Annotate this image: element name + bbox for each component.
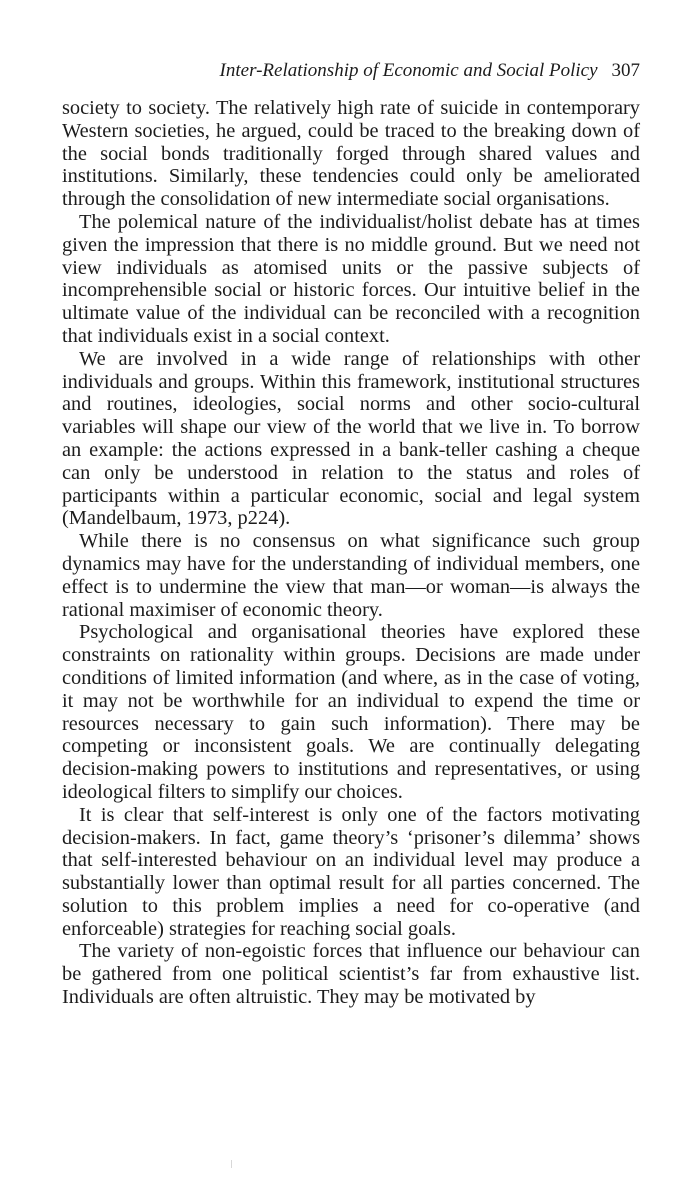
paragraph: It is clear that self-interest is only one of the factors motivating decision-makers. In fact, game theory’s ‘prisoner’s dilemma’ shows that self-interested behaviour on an individual level may produce a substantially lower than optimal result for all parties concerned. The solution to this problem implies a need for co-operative (and enforceable) strategies for reaching social goals. [62, 803, 640, 940]
body-text [62, 97, 640, 1009]
page-number: 307 [611, 60, 640, 81]
running-title: Inter-Relationship of Economic and Social Policy [219, 60, 598, 81]
paragraph: We are involved in a wide range of relationships with other individuals and groups. Within this framework, institutional structures and routines, ideologies, social norms and other socio-cultural variables will shape our view of the world that we live in. To borrow an example: the actions expressed in a bank-teller cashing a cheque can only be understood in relation to the status and roles of participants within a particular economic, social and legal system (Mandelbaum, 1973, p224). [62, 347, 640, 530]
running-header [62, 58, 640, 84]
paragraph-last: The variety of non-egoistic forces that influence our behaviour can be gathered from one political scientist’s far from exhaustive list. Individuals are often altruistic. They may be motivated by [62, 940, 640, 1009]
scan-mark [231, 1160, 232, 1168]
paragraph: While there is no consensus on what significance such group dynamics may have for the understanding of individual members, one effect is to undermine the view that man—or woman—is always the rational maximiser of economic theory. [62, 530, 640, 621]
paragraph: The polemical nature of the individualist/holist debate has at times given the impression that there is no middle ground. But we need not view individuals as atomised units or the passive subjects of incomprehensible social or historic forces. Our intuitive belief in the ultimate value of the individual can be reconciled with a recognition that individuals exist in a social context. [62, 210, 640, 347]
paragraph-continued: society to society. The relatively high rate of suicide in contemporary Western societies, he argued, could be traced to the breaking down of the social bonds traditionally forged through shared values and institutions. Similarly, these tendencies could only be ameliorated through the consolidation of new intermediate social organisations. [62, 97, 640, 211]
paragraph: Psychological and organisational theories have explored these constraints on rationality within groups. Decisions are made under conditions of limited information (and where, as in the case of voting, it may not be worthwhile for an individual to expend the time or resources necessary to gain such information). There may be competing or inconsistent goals. We are continually delegating decision-making powers to institutions and representatives, or using ideological filters to simplify our choices. [62, 621, 640, 803]
